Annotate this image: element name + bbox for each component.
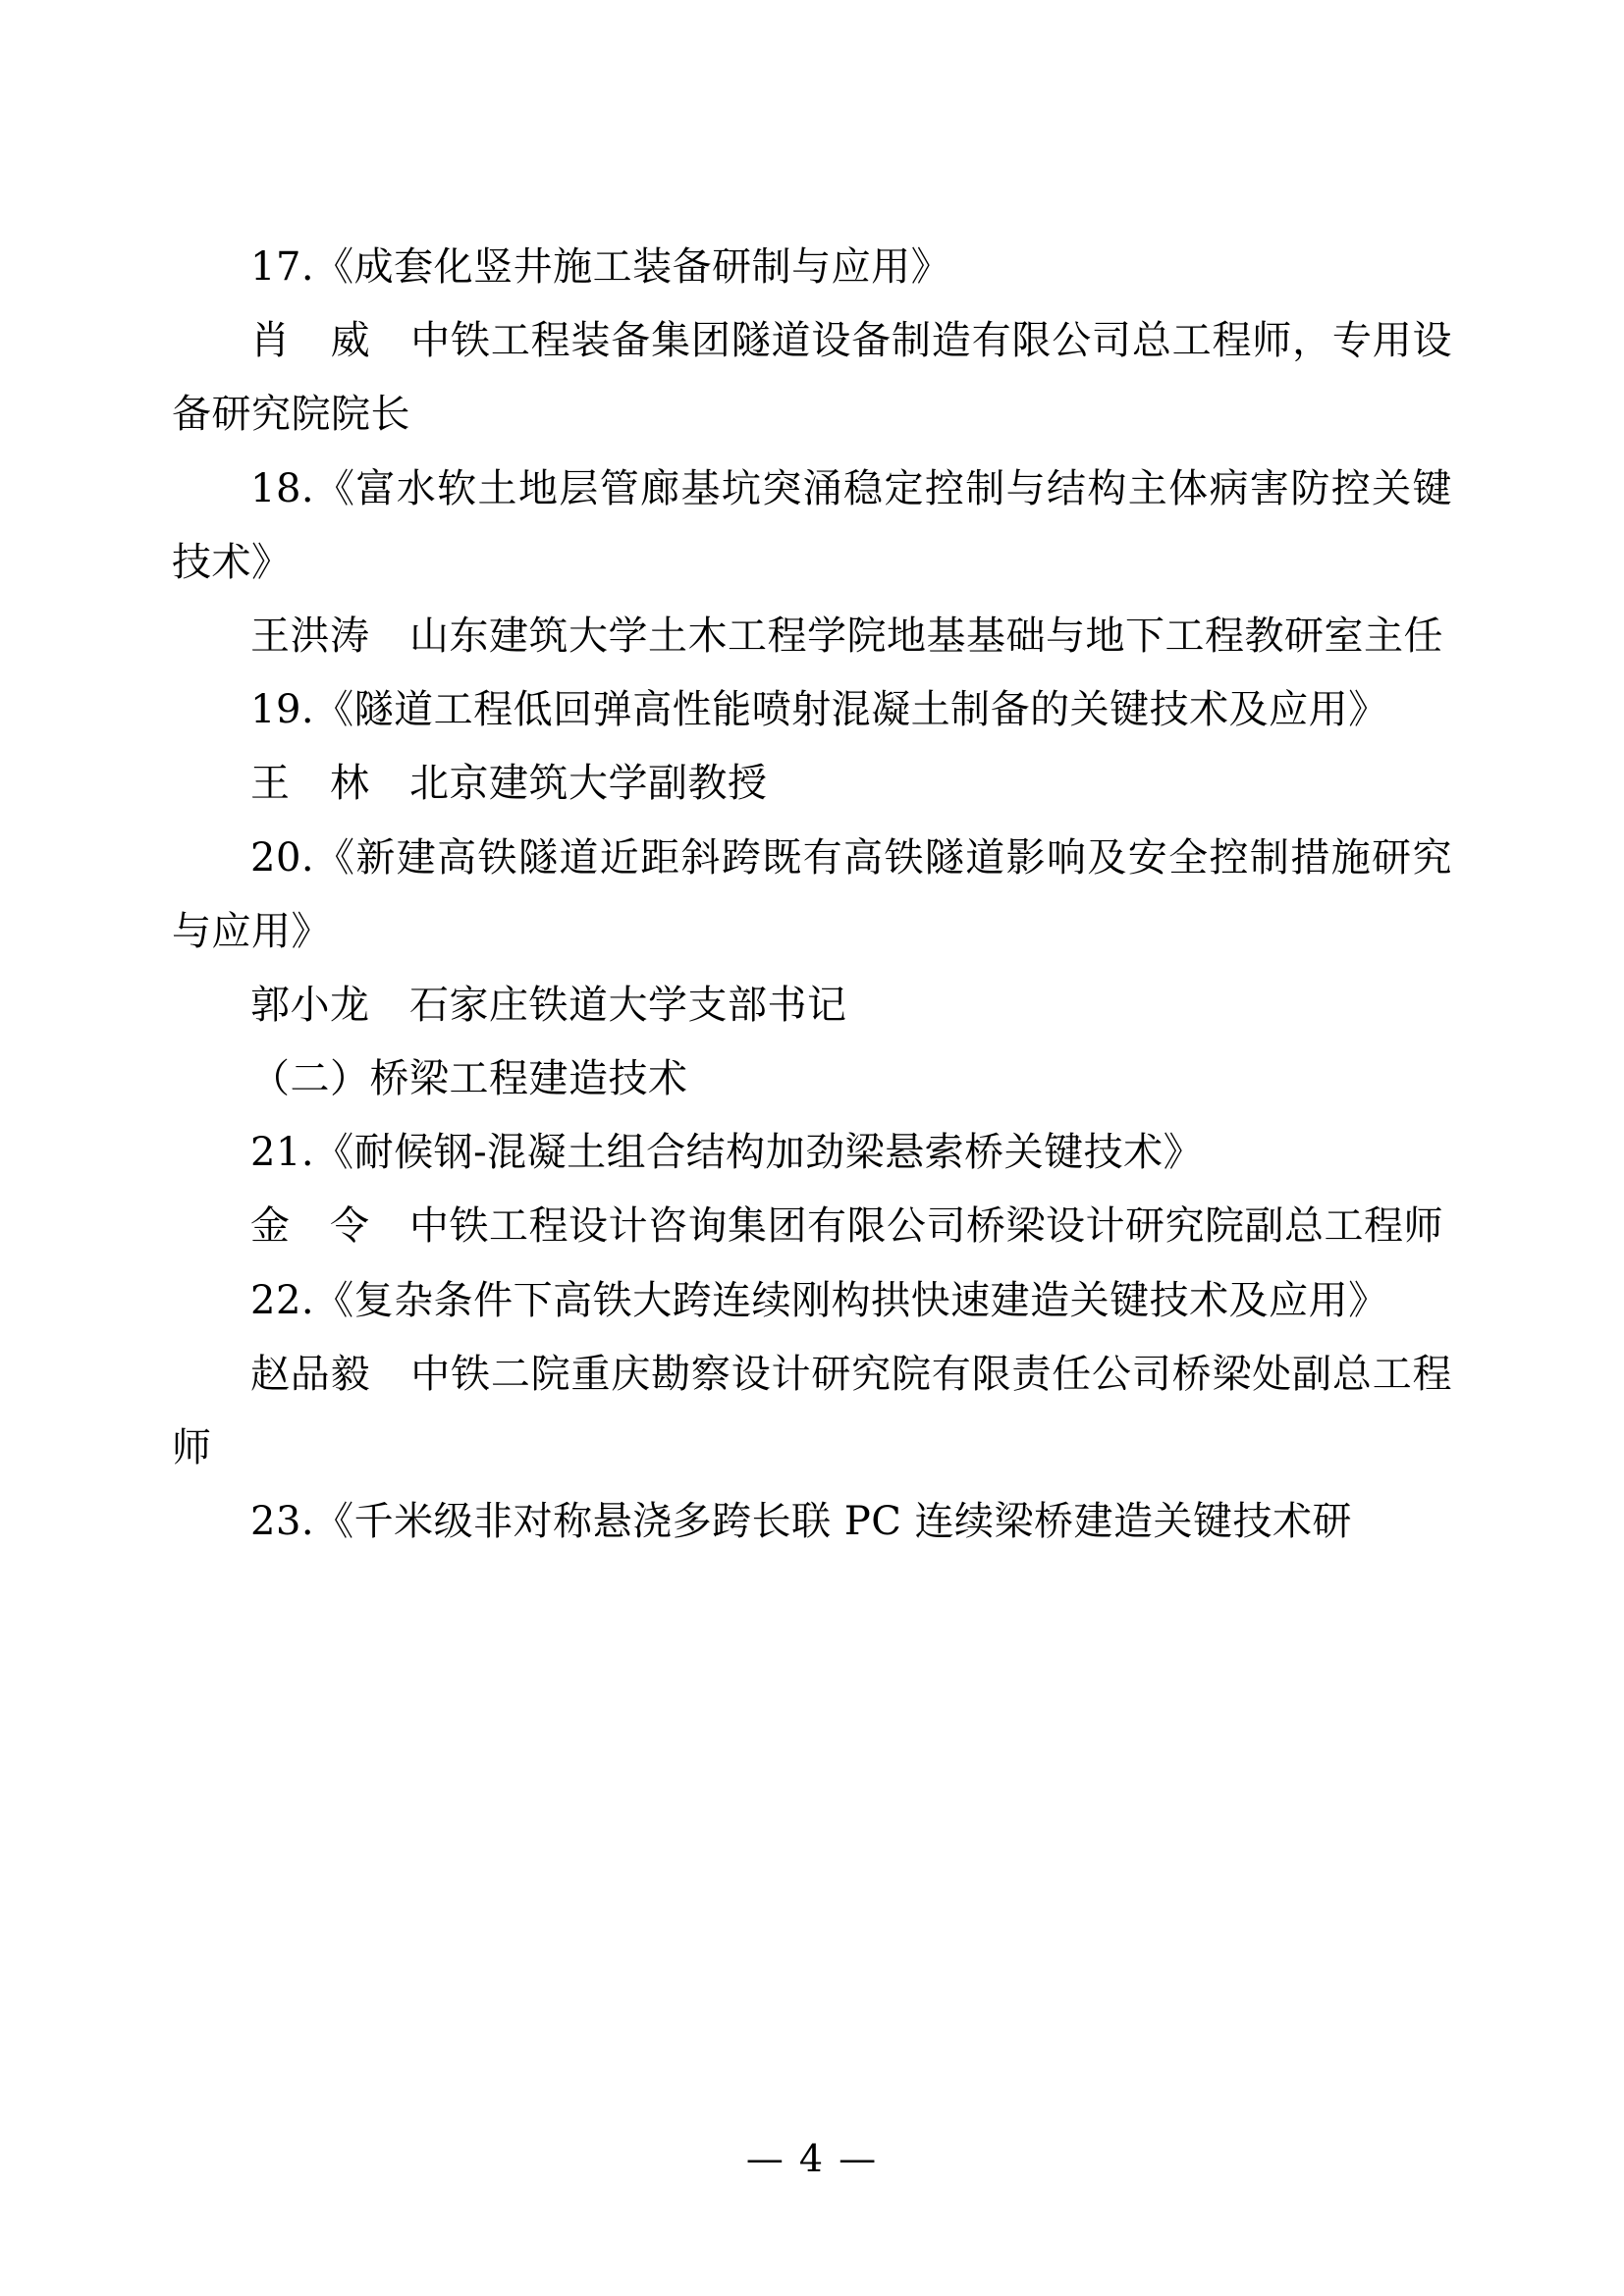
paragraph-item-17-title: 17.《成套化竖井施工装备研制与应用》 (250, 244, 951, 290)
paragraph-item-21-speaker: 金 令 中铁工程设计咨询集团有限公司桥梁设计研究院副总工程师 (250, 1203, 1443, 1250)
paragraph-item-18-title: 18.《富水软土地层管廊基坑突涌稳定控制与结构主体病害防控关键技术》 (172, 465, 1452, 585)
paragraph-item-19-title: 19.《隧道工程低回弹高性能喷射混凝土制备的关键技术及应用》 (250, 687, 1388, 733)
paragraph-item-21-title: 21.《耐候钢-混凝土组合结构加劲梁悬索桥关键技术》 (250, 1130, 1204, 1176)
paragraph-item-20-title: 20.《新建高铁隧道近距斜跨既有高铁隧道影响及安全控制措施研究与应用》 (172, 834, 1452, 954)
paragraph-item-18-speaker: 王洪涛 山东建筑大学土木工程学院地基基础与地下工程教研室主任 (250, 613, 1443, 659)
paragraph-item-23-title: 23.《千米级非对称悬浇多跨长联 PC 连续梁桥建造关键技术研 (250, 1499, 1353, 1545)
paragraph-item-22-title: 22.《复杂条件下高铁大跨连续刚构拱快速建造关键技术及应用》 (250, 1277, 1388, 1323)
paragraph-item-20-speaker: 郭小龙 石家庄铁道大学支部书记 (250, 982, 847, 1028)
document-body (172, 231, 1452, 1559)
section-heading-bridge-engineering: （二）桥梁工程建造技术 (250, 1056, 688, 1102)
paragraph-item-17-speaker: 肖 威 中铁工程装备集团隧道设备制造有限公司总工程师，专用设备研究院院长 (172, 318, 1452, 438)
page-number: — 4 — (745, 2137, 879, 2180)
paragraph-item-19-speaker: 王 林 北京建筑大学副教授 (250, 761, 768, 807)
paragraph-item-22-speaker: 赵品毅 中铁二院重庆勘察设计研究院有限责任公司桥梁处副总工程师 (172, 1351, 1452, 1470)
